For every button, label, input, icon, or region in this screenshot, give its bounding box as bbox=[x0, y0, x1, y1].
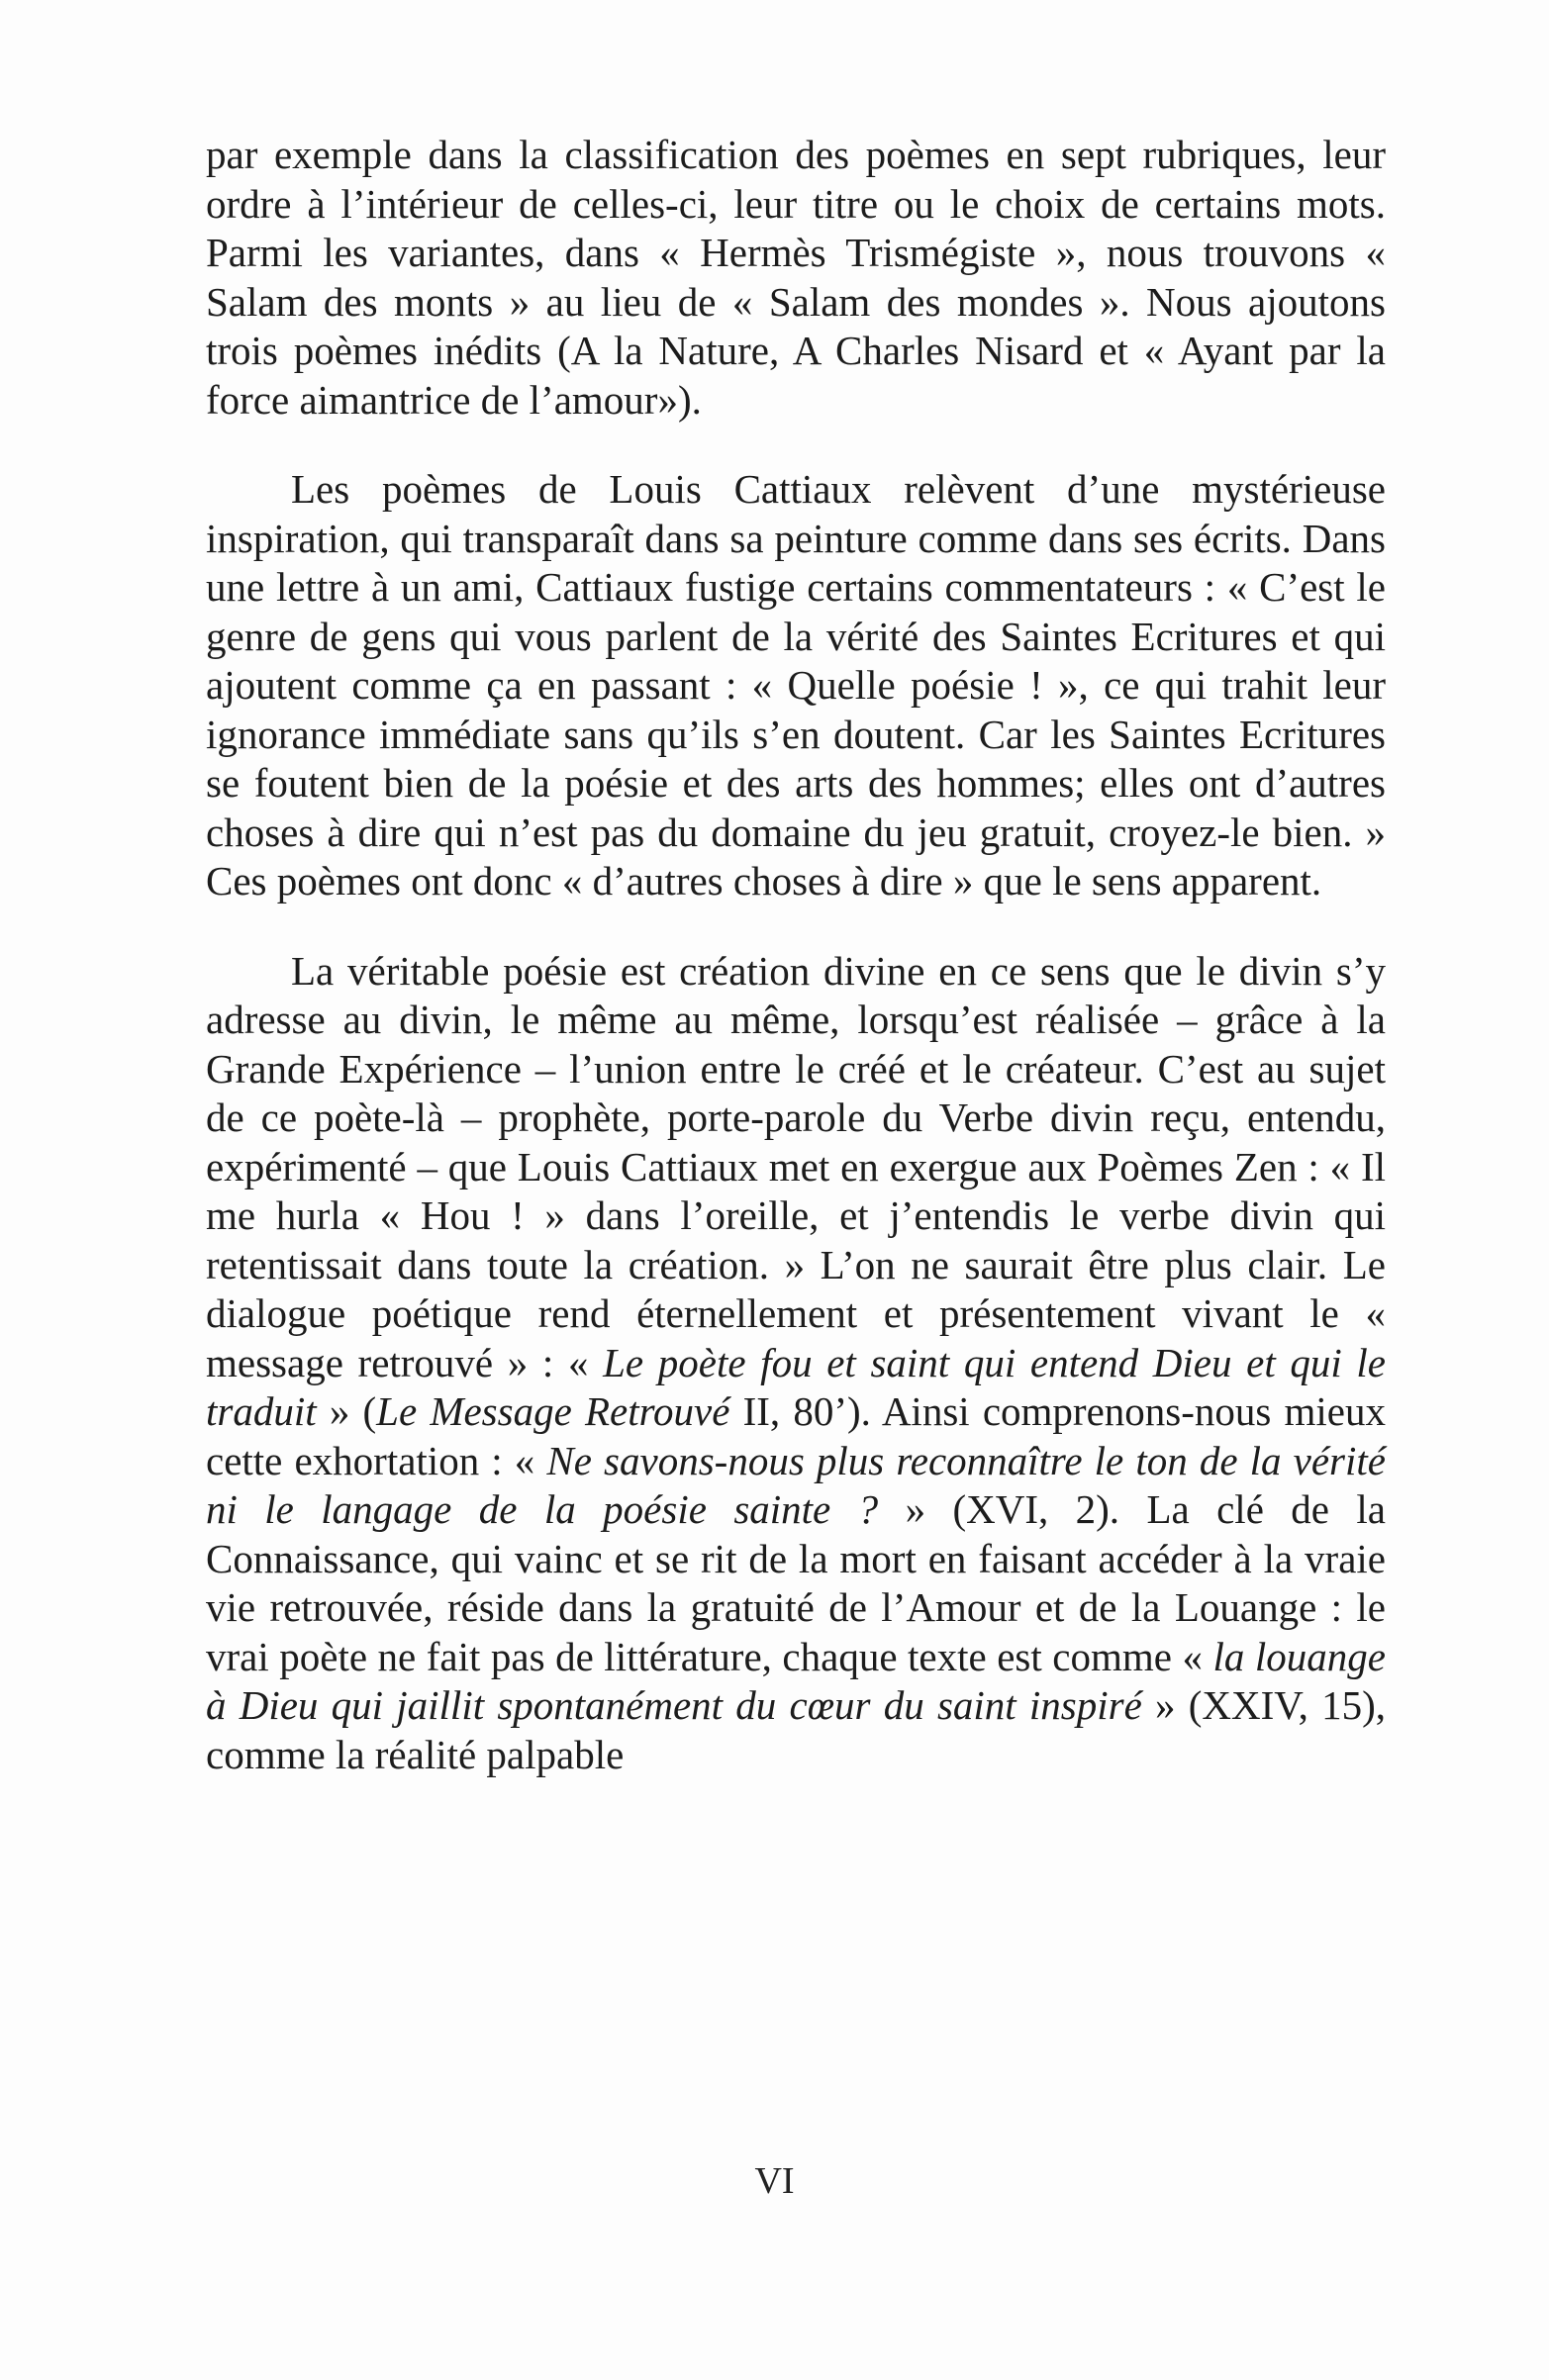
text-run: » (XVI, 2). La clé de la Connaissance, qui vainc et se rit de la mort en faisant accéder à la vraie vie retrouvée, réside dans la gratuité de l’Amour et de la Louange : le vrai poète ne fait pas de littérature, chaque texte est comme « bbox=[206, 1486, 1386, 1679]
italic-quote: Le poète fou et saint qui entend Dieu et qui le traduit bbox=[206, 1339, 1386, 1434]
paragraph-2 bbox=[206, 465, 1386, 906]
italic-quote: la louange à Dieu qui jaillit spontanément du cœur du saint inspiré bbox=[206, 1633, 1386, 1728]
italic-quote: Ne savons-nous plus reconnaître le ton de la vérité ni le langage de la poésie sainte ? bbox=[206, 1437, 1386, 1532]
paragraph-1 bbox=[206, 131, 1386, 425]
text-run: Les poèmes de Louis Cattiaux relèvent d’une mystérieuse inspiration, qui transparaît dans sa peinture comme dans ses écrits. Dans une lettre à un ami, Cattiaux fustige certains commentateurs : « C’est le genre de gens qui vous parlent de la vérité des Saintes Ecritures et qui ajoutent comme ça en passant : « Quelle poésie ! », ce qui trahit leur ignorance immédiate sans qu’ils s’en doutent. Car les Saintes Ecritures se foutent bien de la poésie et des arts des hommes; elles ont d’autres choses à dire qui n’est pas du domaine du jeu gratuit, croyez-le bien. » Ces poèmes ont donc « d’autres choses à dire » que le sens apparent. bbox=[206, 466, 1386, 904]
text-run: II, 80’). Ainsi comprenons-nous mieux cette exhortation : « bbox=[206, 1388, 1386, 1483]
page-body bbox=[206, 131, 1386, 1779]
italic-quote: Le Message Retrouvé bbox=[376, 1388, 730, 1434]
text-run: par exemple dans la classification des poèmes en sept rubriques, leur ordre à l’intérieur de celles-ci, leur titre ou le choix de certains mots. Parmi les variantes, dans « Hermès Trismégiste », nous trouvons « Salam des monts » au lieu de « Salam des mondes ». Nous ajoutons trois poèmes inédits (A la Nature, A Charles Nisard et « Ayant par la force aimantrice de l’amour»). bbox=[206, 132, 1386, 423]
paragraph-3 bbox=[206, 947, 1386, 1780]
page-number: VI bbox=[754, 2160, 795, 2202]
text-run: » (XXIV, 15), comme la réalité palpable bbox=[206, 1682, 1386, 1777]
text-run: La véritable poésie est création divine en ce sens que le divin s’y adresse au divin, le même au même, lorsqu’est réalisée – grâce à la Grande Expérience – l’union entre le créé et le créateur. C’est au sujet de ce poète-là – prophète, porte-parole du Verbe divin reçu, entendu, expérimenté – que Louis Cattiaux met en exergue aux Poèmes Zen : « Il me hurla « Hou ! » dans l’oreille, et j’entendis le verbe divin qui retentissait dans toute la création. » L’on ne saurait être plus clair. Le dialogue poétique rend éternellement et présentement vivant le « message retrouvé » : « bbox=[206, 947, 1386, 1385]
text-run: » ( bbox=[316, 1388, 377, 1434]
